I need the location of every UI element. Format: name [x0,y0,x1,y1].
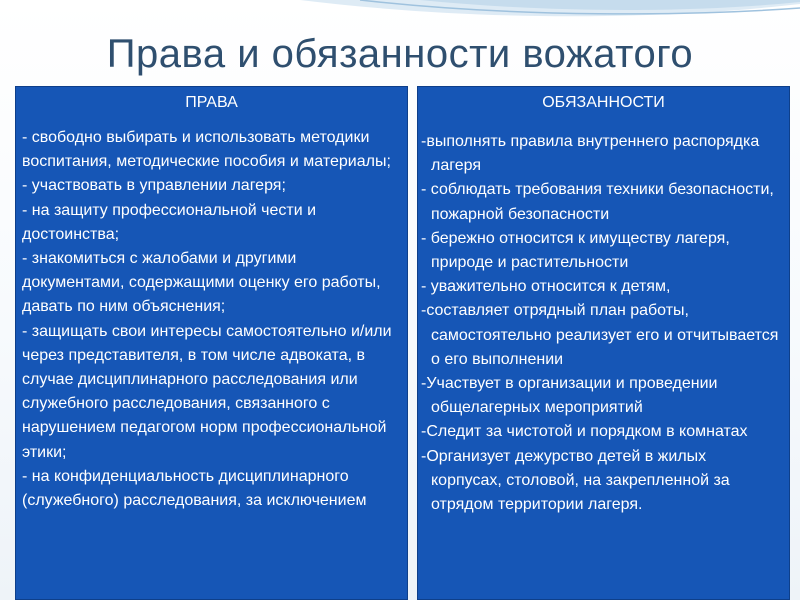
duties-list [418,114,789,517]
rights-list [16,114,407,513]
rights-panel [15,86,408,600]
duties-item: - уважительно относится к детям, [421,278,671,296]
slide-title: Права и обязанности вожатого [106,32,694,76]
duties-item: -Организует дежурство детей в жилых корпусах, столовой, на закрепленной за отрядом территории лагеря. [421,447,730,514]
rights-item: - свободно выбирать и использовать методики воспитания, методические пособия и материалы; [22,129,391,171]
duties-item: -составляет отрядный план работы, самостоятельно реализует его и отчитывается о его выполнении [421,302,779,368]
duties-panel [417,86,790,600]
rights-item: - на защиту профессиональной чести и достоинства; [22,201,317,243]
rights-panel-header: ПРАВА [185,94,238,111]
duties-item: - соблюдать требования техники безопасности, пожарной безопасности [421,181,774,223]
rights-item: - участвовать в управлении лагеря; [22,177,286,195]
duties-item: -Участвует в организации и проведении общелагерных мероприятий [421,375,718,417]
duties-item: -выполнять правила внутреннего распорядка лагеря [421,133,760,175]
rights-item: - знакомиться с жалобами и другими документами, содержащими оценку его работы, давать по ним объяснения; [22,250,381,316]
duties-item: - бережно относится к имуществу лагеря, природе и растительности [421,229,730,272]
rights-item: - на конфиденциальность дисциплинарного (служебного) расследования, за исключением [22,467,367,510]
rights-item: - защищать свои интересы самостоятельно и/или через представителя, в том числе адвоката, в случае дисциплинарного расследования или служебного расследования, связанного с нарушением педагогом норм профессиональной этики; [22,322,392,461]
duties-panel-header: ОБЯЗАННОСТИ [542,94,665,111]
duties-item: -Следит за чистотой и порядком в комнатах [421,423,748,441]
